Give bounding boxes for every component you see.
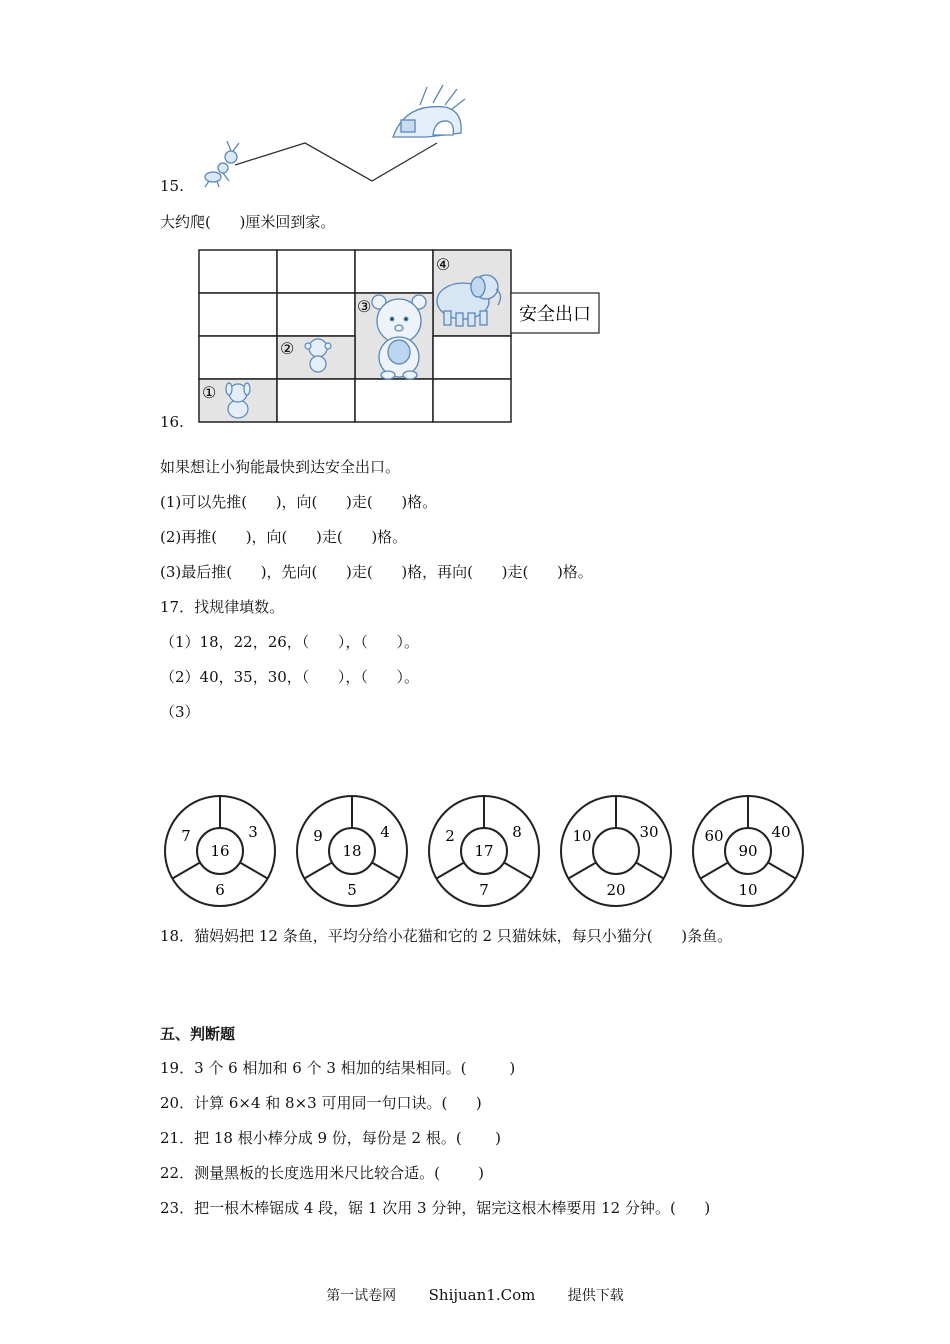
wheel-right-number: 40 — [771, 823, 791, 841]
q15-text: 大约爬( )厘米回到家。 — [160, 213, 336, 231]
wheel-bottom-number: 5 — [347, 881, 357, 899]
zigzag-path — [235, 143, 437, 181]
q16-line-2: (2)再推( )，向( )走( )格。 — [160, 528, 408, 546]
q15-number: 15. — [160, 177, 184, 195]
wheel-bottom-number: 6 — [215, 881, 225, 899]
grid-row-3 — [199, 336, 511, 379]
footer-left: 第一试卷网 — [326, 1288, 397, 1304]
number-wheels — [160, 792, 810, 910]
judge-item-23: 23．把一根木棒锯成 4 段，锯 1 次用 3 分钟，锯完这根木棒要用 12 分钟。( ) — [160, 1199, 711, 1217]
q17-line-1: （1）18，22，26，（ ），（ ）。 — [160, 633, 420, 651]
q17-title: 17．找规律填数。 — [160, 598, 285, 616]
marker-4: ④ — [436, 255, 451, 274]
wheel-left-number: 60 — [704, 827, 724, 845]
q16-line-3: (3)最后推( )，先向( )走( )格，再向( )走( )格。 — [160, 563, 593, 581]
footer — [0, 1285, 950, 1305]
judge-item-19: 19．3 个 6 相加和 6 个 3 相加的结果相同。( ) — [160, 1059, 516, 1077]
wheel-right-number: 8 — [512, 823, 522, 841]
wheel-right-number: 30 — [639, 823, 659, 841]
ant-icon — [205, 141, 239, 187]
wheel-5 — [693, 796, 803, 906]
marker-1: ① — [202, 383, 217, 402]
wheel-right-number: 3 — [248, 823, 258, 841]
wheel-left-number: 2 — [445, 827, 455, 845]
wheel-center-number: 17 — [474, 842, 494, 860]
q16-grid — [198, 249, 603, 424]
wheel-bottom-number: 7 — [479, 881, 489, 899]
footer-brand[interactable]: Shijuan1.Com — [428, 1286, 536, 1304]
judge-item-22: 22．测量黑板的长度选用米尺比较合适。( ) — [160, 1164, 484, 1182]
wheel-bottom-number: 10 — [738, 881, 758, 899]
wheel-left-number: 10 — [572, 827, 592, 845]
q18-text: 18．猫妈妈把 12 条鱼，平均分给小花猫和它的 2 只猫妹妹，每只小猫分( )条鱼。 — [160, 927, 733, 945]
ant-path-figure — [195, 85, 475, 190]
judge-item-21: 21．把 18 根小棒分成 9 份，每份是 2 根。( ) — [160, 1129, 501, 1147]
q17-line-2: （2）40，35，30，（ ），（ ）。 — [160, 668, 420, 686]
section5-title: 五、判断题 — [160, 1025, 236, 1043]
wheel-left-number: 9 — [313, 827, 323, 845]
judge-item-20: 20．计算 6×4 和 8×3 可用同一句口诀。( ) — [160, 1094, 482, 1112]
marker-2: ② — [280, 339, 295, 358]
wheel-3 — [429, 796, 539, 906]
marker-3: ③ — [357, 297, 372, 316]
wheel-center-circle — [593, 828, 639, 874]
wheel-bottom-number: 20 — [606, 881, 626, 899]
snail-house-icon — [393, 85, 465, 137]
wheel-4 — [561, 796, 671, 906]
wheel-center-number: 16 — [210, 842, 230, 860]
wheel-right-number: 4 — [380, 823, 390, 841]
q16-intro: 如果想让小狗能最快到达安全出口。 — [160, 458, 401, 476]
wheel-center-number: 90 — [738, 842, 758, 860]
exit-label: 安全出口 — [519, 304, 591, 325]
q17-line-3: （3） — [160, 703, 200, 721]
wheel-1 — [165, 796, 275, 906]
wheel-left-number: 7 — [181, 827, 191, 845]
q16-line-1: (1)可以先推( )，向( )走( )格。 — [160, 493, 438, 511]
wheel-center-number: 18 — [342, 842, 362, 860]
wheel-2 — [297, 796, 407, 906]
q16-number: 16. — [160, 413, 184, 431]
footer-right: 提供下载 — [567, 1288, 624, 1304]
